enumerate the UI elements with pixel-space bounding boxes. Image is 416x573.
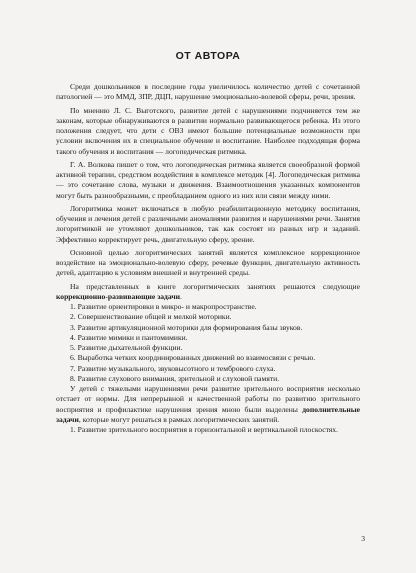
- page-title: ОТ АВТОРА: [175, 50, 241, 62]
- extra-tasks-list: [56, 425, 360, 435]
- tasks-intro-text: На представленных в книге логоритмических занятиях решаются следующие: [70, 281, 360, 291]
- extra-intro-bold: дополнительные задачи: [56, 404, 360, 424]
- list-item: 4. Развитие мимики и пантомимики.: [70, 332, 188, 342]
- list-item: 1. Развитие ориентировки в микро- и макропространстве.: [70, 302, 257, 311]
- tasks-intro: [56, 282, 360, 303]
- extra-intro-text: У детей с тяжелыми нарушениями речи развитие зрительного восприятия несколько отстает от нормы. Для непрерывной и качественной работы по развитию зрительного восприятия и профилактике нарушения зрения мною были выделены: [56, 384, 360, 414]
- paragraph: Среди дошкольников в последние годы увеличилось количество детей с сочетанной патологией — это ММД, ЗПР, ДЦП, нарушение эмоционально-волевой сферы, речи, зрения.: [56, 82, 360, 102]
- list-item: 5. Развитие дыхательной функции.: [70, 343, 183, 352]
- tasks-list: [56, 302, 360, 384]
- list-item: 2. Совершенствование общей и мелкой моторики.: [70, 312, 232, 322]
- extra-intro-end: , которые могут решаться в рамках логоритмических занятий.: [78, 414, 280, 424]
- list-item: 7. Развитие музыкального, звуковысотного и тембрового слуха.: [70, 363, 276, 373]
- tasks-intro-end: .: [180, 291, 182, 301]
- extra-tasks-intro: [56, 384, 360, 425]
- list-item: 3. Развитие артикуляционной моторики для формирования базы звуков.: [70, 322, 303, 332]
- list-item: 6. Выработка четких координированных движений во взаимосвязи с речью.: [70, 353, 316, 363]
- paragraph: Основной целью логоритмических занятий является комплексное коррекционное воздействие на эмоционально-волевую сферу, речевые функции, двигательную активность детей, адаптацию к условиям внешней и внутренней среды.: [56, 247, 360, 278]
- body-text: [56, 82, 360, 435]
- tasks-intro-bold: коррекционно-развивающие задачи: [56, 291, 181, 301]
- paragraph: Г. А. Волкова пишет о том, что логопедическая ритмика является своеобразной формой активной терапии, средством воздействия в комплексе методик [4]. Логопедическая ритмика — это сочетание слова, музыки и движения. Взаимоотношения указанных компонентов могут быть разнообразными, с преобладанием одного из них или связи между ними.: [56, 159, 360, 200]
- list-item: 8. Развитие слухового внимания, зрительной и слуховой памяти.: [70, 373, 280, 383]
- page-number: 3: [361, 534, 365, 543]
- list-item: 1. Развитие зрительного восприятия в горизонтальной и вертикальной плоскостях.: [70, 425, 338, 434]
- paragraph: Логоритмика может включаться в любую реабилитационную методику воспитания, обучения и лечения детей с различными аномалиями развития и нарушениями речи. Занятия логоритмикой не утомляют дошкольников, так как состоят из разных игр и заданий. Эффективно корректирует речь, двигательную сферу, зрение.: [56, 203, 360, 244]
- paragraph: По мнению Л. С. Выготского, развитие детей с нарушениями подчиняется тем же законам, которые обнаруживаются в развитии нормально развивающегося ребенка. Из этого положения следует, что дети с ОВЗ имеют большие потенциальные возможности при условии включения их в специальное обучение и воспитание. Наиболее подходящая форма такого обучения и воспитания — логопедическая ритмика.: [56, 105, 360, 156]
